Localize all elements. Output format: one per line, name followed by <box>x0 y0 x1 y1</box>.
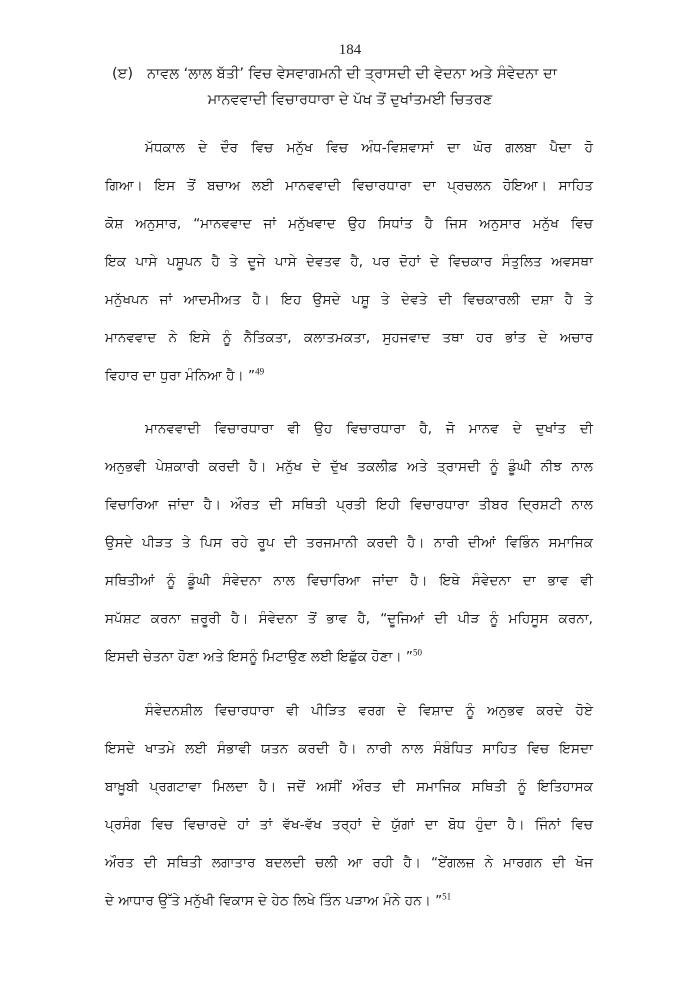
paragraph-line: ਮਾਨਵਵਾਦੀ ਵਿਚਾਰਧਾਰਾ ਵੀ ਉਹ ਵਿਚਾਰਧਾਰਾ ਹੈ, ਜੋ ਮਾਨਵ ਦੇ ਦੁਖਾਂਤ ਦੀ <box>145 421 593 437</box>
footnote-marker: 50 <box>412 647 422 658</box>
paragraph-line: ਸੰਵੇਦਨਸ਼ੀਲ ਵਿਚਾਰਧਾਰਾ ਵੀ ਪੀੜਿਤ ਵਰਗ ਦੇ ਵਿਸ਼ਾਦ ਨੂੰ ਅਨੁਭਵ ਕਰਦੇ ਹੋਏ <box>145 703 593 719</box>
paragraph-line: ਮਨੁੱਖਪਨ ਜਾਂ ਆਦਮੀਅਤ ਹੈ। ਇਹ ਉਸਦੇ ਪਸ਼ੂ ਤੇ ਦੇਵਤੇ ਦੀ ਵਿਚਕਾਰਲੀ ਦਸ਼ਾ ਹੈ ਤੇ <box>105 292 593 308</box>
paragraph-line: ਵਿਚਾਰਿਆ ਜਾਂਦਾ ਹੈ। ਔਰਤ ਦੀ ਸਥਿਤੀ ਪ੍ਰਤੀ ਇਹੀ ਵਿਚਾਰਧਾਰਾ ਤੀਬਰ ਦ੍ਰਿਸ਼ਟੀ ਨਾਲ <box>105 497 593 513</box>
section-label: (ੲ) <box>112 66 133 82</box>
page-number: 184 <box>338 42 362 58</box>
paragraph-line: ਮਾਨਵਵਾਦ ਨੇ ਇਸੇ ਨੂੰ ਨੈਤਿਕਤਾ, ਕਲਾਤਮਕਤਾ, ਸੁਹਜਵਾਦ ਤਥਾ ਹਰ ਭਾਂਤ ਦੇ ਅਚਾਰ <box>105 330 593 346</box>
paragraph-line-text: ਇਸਦੀ ਚੇਤਨਾ ਹੋਣਾ ਅਤੇ ਇਸਨੂੰ ਮਿਟਾਉਣ ਲਈ ਇਛੁੱਕ ਹੋਣਾ। ” <box>105 649 413 665</box>
paragraph-line-text: ਵਿਹਾਰ ਦਾ ਧੁਰਾ ਮੰਨਿਆ ਹੈ। ” <box>105 368 256 384</box>
paragraph-line: ਸਪੱਸ਼ਟ ਕਰਨਾ ਜ਼ਰੂਰੀ ਹੈ। ਸੰਵੇਦਨਾ ਤੋਂ ਭਾਵ ਹੈ, “ਦੂਜਿਆਂ ਦੀ ਪੀੜ ਨੂੰ ਮਹਿਸੂਸ ਕਰਨਾ, <box>105 611 593 627</box>
paragraph-line-text: ਦੇ ਆਧਾਰ ਉੱਤੇ ਮਨੁੱਖੀ ਵਿਕਾਸ ਦੇ ਹੇਠ ਲਿਖੇ ਤਿੰਨ ਪੜਾਅ ਮੰਨੇ ਹਨ। ” <box>105 893 443 909</box>
paragraph-line: ਅਨੁਭਵੀ ਪੇਸ਼ਕਾਰੀ ਕਰਦੀ ਹੈ। ਮਨੁੱਖ ਦੇ ਦੁੱਖ ਤਕਲੀਫ਼ ਅਤੇ ਤ੍ਰਾਸਦੀ ਨੂੰ ਡੂੰਘੀ ਨੀਝ ਨਾਲ <box>105 459 593 475</box>
footnote-marker: 49 <box>255 366 265 377</box>
paragraph-last-line <box>105 647 593 667</box>
paragraph-line: ਉਸਦੇ ਪੀੜਤ ਤੇ ਪਿਸ ਰਹੇ ਰੂਪ ਦੀ ਤਰਜਮਾਨੀ ਕਰਦੀ ਹੈ। ਨਾਰੀ ਦੀਆਂ ਵਿਭਿੰਨ ਸਮਾਜਿਕ <box>105 535 593 551</box>
paragraph-line: ਮੱਧਕਾਲ ਦੇ ਦੌਰ ਵਿਚ ਮਨੁੱਖ ਵਿਚ ਅੰਧ-ਵਿਸ਼ਵਾਸਾਂ ਦਾ ਘੋਰ ਗਲਬਾ ਪੈਦਾ ਹੋ <box>145 140 593 156</box>
paragraph-line: ਪ੍ਰਸੰਗ ਵਿਚ ਵਿਚਾਰਦੇ ਹਾਂ ਤਾਂ ਵੱਖ-ਵੱਖ ਤਰ੍ਹਾਂ ਦੇ ਯੁੱਗਾਂ ਦਾ ਬੋਧ ਹੁੰਦਾ ਹੈ। ਜਿੰਨਾਂ ਵਿਚ <box>105 817 593 833</box>
footnote-marker: 51 <box>442 891 452 902</box>
paragraph-last-line <box>105 891 593 911</box>
paragraph-line: ਔਰਤ ਦੀ ਸਥਿਤੀ ਲਗਾਤਾਰ ਬਦਲਦੀ ਚਲੀ ਆ ਰਹੀ ਹੈ। “ਏਂਗਲਜ਼ ਨੇ ਮਾਰਗਨ ਦੀ ਖੋਜ <box>105 855 593 871</box>
paragraph-line: ਕੋਸ਼ ਅਨੁਸਾਰ, “ਮਾਨਵਵਾਦ ਜਾਂ ਮਨੁੱਖਵਾਦ ਉਹ ਸਿਧਾਂਤ ਹੈ ਜਿਸ ਅਨੁਸਾਰ ਮਨੁੱਖ ਵਿਚ <box>105 216 593 232</box>
paragraph-line: ਸਥਿਤੀਆਂ ਨੂੰ ਡੂੰਘੀ ਸੰਵੇਦਨਾ ਨਾਲ ਵਿਚਾਰਿਆ ਜਾਂਦਾ ਹੈ। ਇਥੇ ਸੰਵੇਦਨਾ ਦਾ ਭਾਵ ਵੀ <box>105 573 593 589</box>
section-heading-text: ਨਾਵਲ ‘ਲਾਲ ਬੱਤੀ’ ਵਿਚ ਵੇਸਵਾਗਮਨੀ ਦੀ ਤ੍ਰਾਸਦੀ ਦੀ ਵੇਦਨਾ ਅਤੇ ਸੰਵੇਦਨਾ ਦਾ <box>146 66 557 82</box>
paragraph-line: ਇਸਦੇ ਖਾਤਮੇ ਲਈ ਸੰਭਾਵੀ ਯਤਨ ਕਰਦੀ ਹੈ। ਨਾਰੀ ਨਾਲ ਸੰਬੰਧਿਤ ਸਾਹਿਤ ਵਿਚ ਇਸਦਾ <box>105 741 593 757</box>
paragraph-line: ਬਾਖ਼ੂਬੀ ਪ੍ਰਗਟਾਵਾ ਮਿਲਦਾ ਹੈ। ਜਦੋਂ ਅਸੀਂ ਔਰਤ ਦੀ ਸਮਾਜਿਕ ਸਥਿਤੀ ਨੂੰ ਇਤਿਹਾਸਕ <box>105 779 593 795</box>
paragraph-line: ਇਕ ਪਾਸੇ ਪਸ਼ੂਪਨ ਹੈ ਤੇ ਦੂਜੇ ਪਾਸੇ ਦੇਵਤਵ ਹੈ, ਪਰ ਦੋਹਾਂ ਦੇ ਵਿਚਕਾਰ ਸੰਤੁਲਿਤ ਅਵਸਥਾ <box>105 254 593 270</box>
section-heading-line-1 <box>112 64 597 84</box>
section-heading-line-2: ਮਾਨਵਵਾਦੀ ਵਿਚਾਰਧਾਰਾ ਦੇ ਪੱਖ ਤੋਂ ਦੁਖਾਂਤਮਈ ਚਿਤਰਣ <box>207 92 493 108</box>
paragraph-last-line <box>105 366 593 386</box>
paragraph-line: ਗਿਆ। ਇਸ ਤੋਂ ਬਚਾਅ ਲਈ ਮਾਨਵਵਾਦੀ ਵਿਚਾਰਧਾਰਾ ਦਾ ਪ੍ਰਚਲਨ ਹੋਇਆ। ਸਾਹਿਤ <box>105 178 593 194</box>
